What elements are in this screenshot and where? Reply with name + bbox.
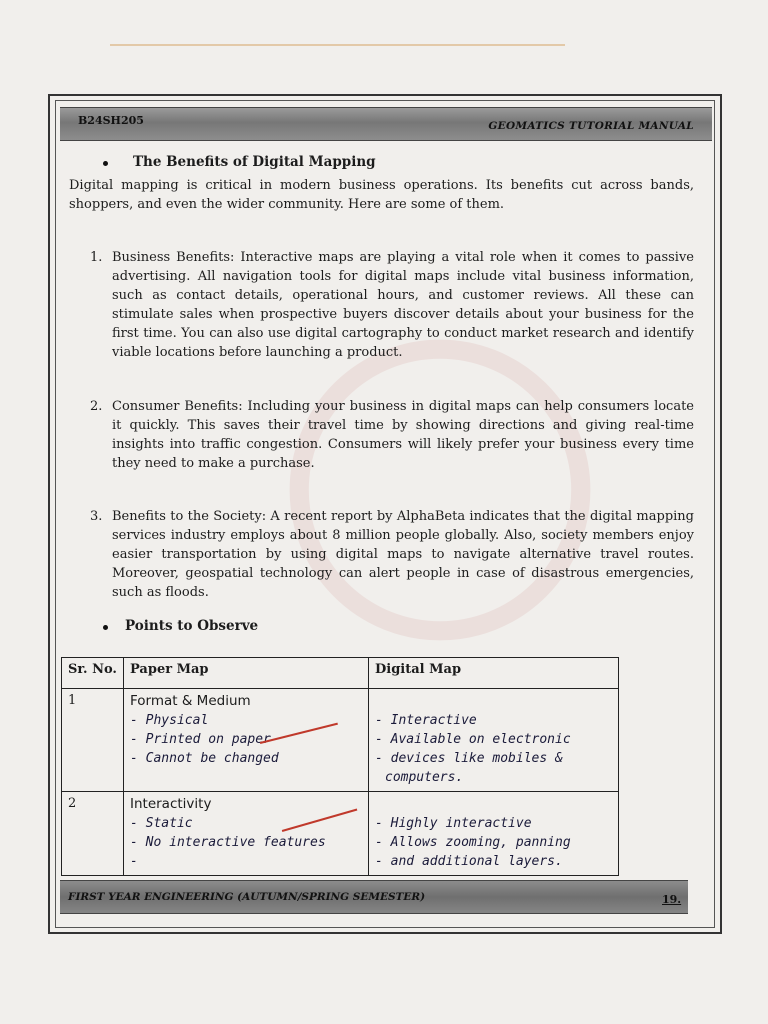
handwritten-note: - and additional layers. [375,854,563,869]
digital-map-cell [369,689,619,792]
handwritten-note: - Available on electronic [375,732,571,747]
serial-cell: 1 [62,689,124,792]
list-item [90,507,694,602]
handwritten-note: - Physical [130,713,209,728]
handwritten-note: - Allows zooming, panning [375,835,571,850]
column-header: Paper Map [124,658,369,689]
section-heading: Points to Observe [125,618,259,634]
list-number: 1. [90,250,103,265]
comparison-table [61,657,619,876]
column-header: Sr. No. [62,658,124,689]
row-title: Interactivity [130,796,212,812]
handwritten-note: - [130,854,138,869]
list-item [90,397,694,473]
list-text: Benefits to the Society: A recent report by AlphaBeta indicates that the digital mapping services industry employs about 8 million people globally. Also, society members enjoy easier transportation by using digital maps to navigate alternative travel routes. Moreover, geospatial technology can alert people in case of disastrous emergencies, such as floods. [112,509,694,600]
list-number: 3. [90,509,103,524]
page-footer [60,880,688,914]
bullet-icon [103,625,108,630]
table-header-row [62,658,619,689]
handwritten-note: - Interactive [375,713,477,728]
paper-map-cell [124,689,369,792]
manual-title: GEOMATICS TUTORIAL MANUAL [488,120,694,132]
course-code: B24SH205 [78,114,144,127]
column-header: Digital Map [369,658,619,689]
handwritten-note: - devices like mobiles & [375,751,563,766]
handwritten-note: - Highly interactive [375,816,532,831]
list-item [90,248,694,362]
section-heading: The Benefits of Digital Mapping [133,154,376,170]
table-row [62,689,619,792]
list-text: Consumer Benefits: Including your business in digital maps can help consumers locate it quickly. This saves their travel time by showing directions and giving real-time insights into traffic congestion. Consumers will likely prefer your business every time they need to make a purchase. [112,399,694,471]
handwritten-note: - Cannot be changed [130,751,279,766]
digital-map-cell [369,792,619,876]
footer-text: FIRST YEAR ENGINEERING (AUTUMN/SPRING SEMESTER) [68,891,426,903]
table-row [62,792,619,876]
row-title: Format & Medium [130,693,251,709]
handwritten-note: computers. [385,770,464,785]
page-header [60,107,712,141]
list-text: Business Benefits: Interactive maps are playing a vital role when it comes to passive advertising. All navigation tools for digital maps include vital business information, such as contact details, operational hours, and customer reviews. All these can stimulate sales when prospective buyers discover details about your business for the first time. You can also use digital cartography to conduct market research and identify viable locations before launching a product. [112,250,694,360]
serial-cell: 2 [62,792,124,876]
paper-map-cell [124,792,369,876]
handwritten-note: - Static [130,816,193,831]
top-rule [110,44,565,46]
page-number: 19. [662,893,682,906]
list-number: 2. [90,399,103,414]
handwritten-note: - Printed on paper [130,732,271,747]
intro-paragraph: Digital mapping is critical in modern business operations. Its benefits cut across bands, shoppers, and even the wider community. Here are some of them. [69,178,694,212]
handwritten-note: - No interactive features [130,835,326,850]
bullet-icon [103,161,108,166]
